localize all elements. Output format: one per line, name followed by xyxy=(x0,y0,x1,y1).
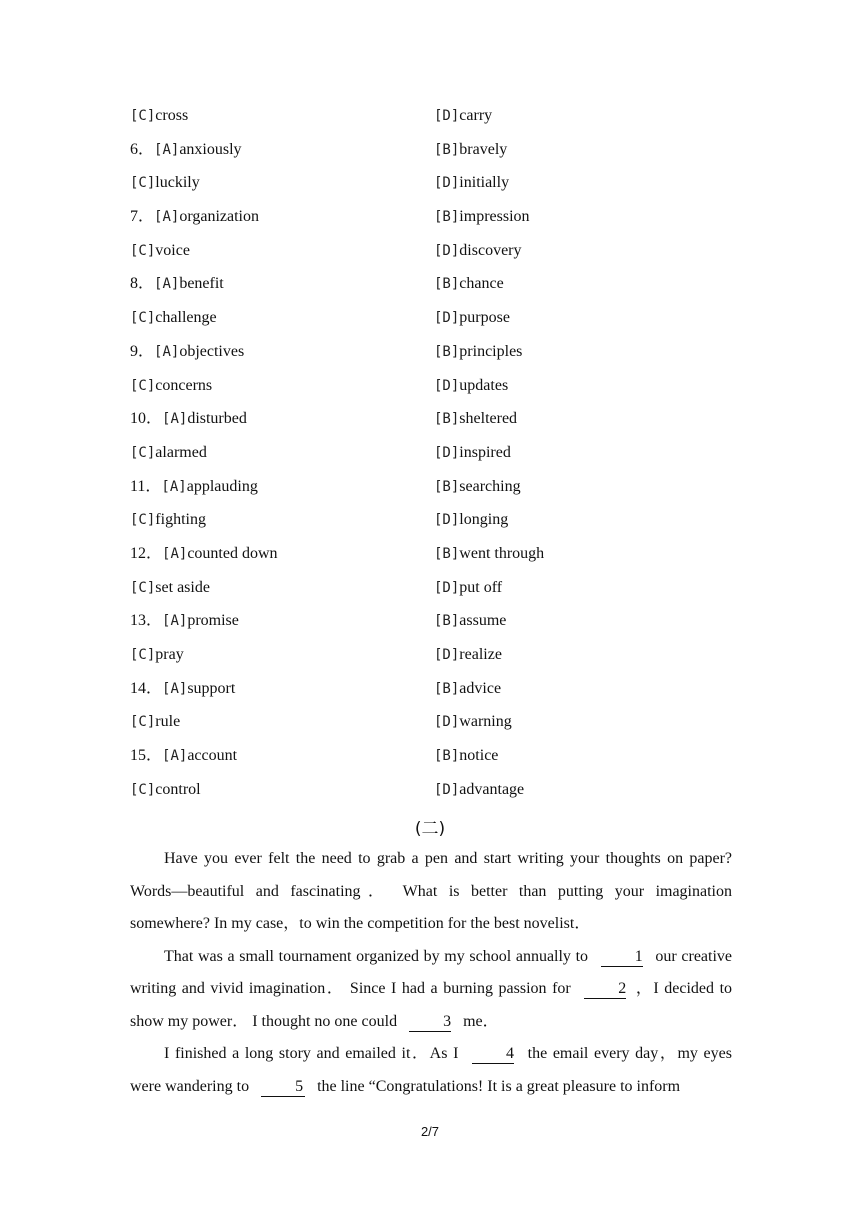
option-letter: [B] xyxy=(434,545,460,562)
option-word: cross xyxy=(155,107,189,124)
option-letter: [C] xyxy=(130,512,156,529)
option-letter: [C] xyxy=(130,310,156,327)
option-word: put off xyxy=(459,578,503,596)
option-left xyxy=(130,475,258,499)
option-row xyxy=(130,340,740,374)
option-letter: [B] xyxy=(434,411,460,428)
option-left xyxy=(130,340,244,364)
option-word: account xyxy=(187,747,238,765)
option-right xyxy=(434,475,521,499)
option-letter: [A] xyxy=(162,411,188,428)
question-number: 13． xyxy=(130,612,163,630)
option-word: promise xyxy=(187,612,239,630)
passage-text: me． xyxy=(463,1012,499,1030)
question-number: 8． xyxy=(130,275,155,293)
option-right xyxy=(434,778,524,802)
option-word: initially xyxy=(459,174,510,192)
option-row xyxy=(130,306,740,340)
passage-paragraph-1: Have you ever felt the need to grab a pen and start writing your thoughts on paper? Words—beautiful and fascinating． What is better than putting your imagination somewhere? In my case，to win the competition for the best novelist． xyxy=(130,850,732,932)
option-letter: [C] xyxy=(130,781,156,798)
passage-text: the email every day，my eyes were wandering to xyxy=(130,1045,732,1095)
option-word: set aside xyxy=(155,578,210,596)
option-letter: [C] xyxy=(130,242,156,259)
option-right xyxy=(434,407,517,431)
option-left xyxy=(130,542,278,566)
option-right xyxy=(434,744,498,768)
option-right xyxy=(434,104,492,128)
option-letter: [D] xyxy=(434,377,460,394)
option-word: warning xyxy=(459,713,512,731)
option-letter: [A] xyxy=(162,613,188,630)
option-letter: [D] xyxy=(434,647,460,663)
option-letter: [A] xyxy=(162,545,188,562)
option-word: control xyxy=(155,780,201,798)
option-right xyxy=(434,710,512,734)
option-left xyxy=(130,508,206,532)
option-left xyxy=(130,677,235,701)
option-row xyxy=(130,643,740,677)
option-word: counted down xyxy=(187,544,278,562)
question-number: 14． xyxy=(130,679,163,697)
option-right xyxy=(434,542,544,566)
option-letter: [C] xyxy=(130,444,156,461)
option-left xyxy=(130,171,200,195)
option-left xyxy=(130,441,207,465)
option-left xyxy=(130,239,190,263)
option-word: concerns xyxy=(155,376,213,394)
option-row xyxy=(130,576,740,610)
question-number: 15． xyxy=(130,747,163,765)
option-word: notice xyxy=(459,747,499,765)
option-right xyxy=(434,239,522,263)
section-title: (二) xyxy=(414,819,446,839)
option-word: searching xyxy=(459,477,521,495)
blank-1: 1 xyxy=(601,948,643,967)
option-row xyxy=(130,272,740,306)
option-letter: [B] xyxy=(434,748,460,765)
option-left xyxy=(130,744,237,768)
option-word: discovery xyxy=(459,241,522,259)
option-row xyxy=(130,542,740,576)
option-right xyxy=(434,576,502,600)
option-row xyxy=(130,441,740,475)
option-left xyxy=(130,138,242,162)
blank-3: 3 xyxy=(409,1013,451,1032)
passage-paragraph-2 xyxy=(130,941,732,1039)
option-right xyxy=(434,306,510,330)
option-word: updates xyxy=(459,376,509,394)
option-letter: [A] xyxy=(162,680,188,697)
option-left xyxy=(130,609,239,633)
reading-passage xyxy=(130,843,732,1103)
option-word: purpose xyxy=(459,309,510,327)
option-right xyxy=(434,441,511,465)
option-row xyxy=(130,508,740,542)
option-word: rule xyxy=(155,713,181,731)
option-letter: [B] xyxy=(434,276,460,293)
passage-text: our creative writing and vivid imagination． Since I had a burning passion for xyxy=(130,947,733,997)
question-number: 7． xyxy=(130,208,155,226)
option-right xyxy=(434,643,502,667)
option-word: bravely xyxy=(459,140,508,158)
blank-4: 4 xyxy=(472,1045,514,1064)
option-letter: [B] xyxy=(434,141,460,158)
option-left xyxy=(130,576,210,600)
option-word: advantage xyxy=(459,780,525,798)
option-letter: [A] xyxy=(162,748,188,765)
option-word: objectives xyxy=(179,342,245,360)
passage-paragraph-3 xyxy=(130,1038,732,1103)
option-right xyxy=(434,374,508,398)
option-word: anxiously xyxy=(179,140,242,158)
option-word: sheltered xyxy=(459,410,518,428)
option-row xyxy=(130,677,740,711)
page-number: 2/7 xyxy=(420,1124,440,1139)
option-word: organization xyxy=(179,208,259,226)
option-left xyxy=(130,104,188,128)
option-right xyxy=(434,508,508,532)
option-row xyxy=(130,104,740,138)
option-letter: [D] xyxy=(434,781,460,798)
option-word: went through xyxy=(459,544,545,562)
option-right xyxy=(434,609,506,633)
option-word: disturbed xyxy=(187,410,247,428)
option-word: carry xyxy=(459,107,493,124)
passage-text: I finished a long story and emailed it．As I xyxy=(164,1045,459,1062)
option-letter: [D] xyxy=(434,175,460,192)
option-letter: [D] xyxy=(434,444,460,461)
question-number: 9． xyxy=(130,342,155,360)
answer-options xyxy=(130,104,740,811)
option-left xyxy=(130,407,247,431)
option-word: applauding xyxy=(186,477,258,495)
option-letter: [B] xyxy=(434,680,460,697)
option-left xyxy=(130,374,212,398)
option-letter: [C] xyxy=(130,579,156,596)
option-word: luckily xyxy=(155,174,200,192)
option-letter: [B] xyxy=(434,343,460,360)
option-row xyxy=(130,171,740,205)
option-letter: [B] xyxy=(434,478,460,495)
option-letter: [C] xyxy=(130,108,156,124)
option-letter: [D] xyxy=(434,512,460,529)
option-letter: [D] xyxy=(434,579,460,596)
option-word: chance xyxy=(459,275,504,293)
question-number: 6． xyxy=(130,140,155,158)
option-left xyxy=(130,778,201,802)
option-word: alarmed xyxy=(155,443,207,461)
question-number: 11． xyxy=(130,477,162,495)
option-left xyxy=(130,710,180,734)
option-letter: [D] xyxy=(434,108,460,124)
option-word: assume xyxy=(459,612,507,630)
option-letter: [D] xyxy=(434,310,460,327)
question-number: 12． xyxy=(130,544,163,562)
option-word: inspired xyxy=(459,443,511,461)
option-row xyxy=(130,609,740,643)
option-row xyxy=(130,475,740,509)
option-row xyxy=(130,407,740,441)
option-left xyxy=(130,306,217,330)
option-word: pray xyxy=(155,646,184,663)
passage-text: the line “Congratulations! It is a great pleasure to inform xyxy=(317,1077,681,1095)
question-number: 10． xyxy=(130,410,163,428)
option-row xyxy=(130,744,740,778)
option-letter: [A] xyxy=(154,209,180,226)
option-letter: [B] xyxy=(434,209,460,226)
option-right xyxy=(434,171,509,195)
option-row xyxy=(130,778,740,812)
option-letter: [C] xyxy=(130,647,156,663)
option-letter: [D] xyxy=(434,714,460,731)
option-word: fighting xyxy=(155,511,206,529)
option-letter: [A] xyxy=(154,276,180,293)
option-letter: [A] xyxy=(154,141,180,158)
option-letter: [C] xyxy=(130,175,156,192)
option-word: principles xyxy=(459,342,523,360)
option-row xyxy=(130,205,740,239)
option-word: benefit xyxy=(179,275,224,293)
option-right xyxy=(434,272,504,296)
option-word: impression xyxy=(459,208,530,226)
option-row xyxy=(130,374,740,408)
option-right xyxy=(434,340,522,364)
option-row xyxy=(130,710,740,744)
option-word: realize xyxy=(459,646,502,663)
option-row xyxy=(130,138,740,172)
blank-5: 5 xyxy=(261,1078,305,1097)
option-row xyxy=(130,239,740,273)
option-left xyxy=(130,272,224,296)
option-right xyxy=(434,138,507,162)
option-word: advice xyxy=(459,679,502,697)
option-right xyxy=(434,677,501,701)
option-left xyxy=(130,643,184,667)
option-letter: [A] xyxy=(161,478,187,495)
passage-text: That was a small tournament organized by my school annually to xyxy=(164,947,589,965)
blank-2: 2 xyxy=(584,980,626,999)
option-left xyxy=(130,205,259,229)
option-letter: [C] xyxy=(130,714,156,731)
option-letter: [B] xyxy=(434,613,460,630)
option-word: voice xyxy=(155,241,190,259)
option-word: support xyxy=(187,679,236,697)
passage-text: ，I decided to show my power． I thought no one could xyxy=(130,980,733,1030)
option-letter: [A] xyxy=(154,343,180,360)
option-letter: [C] xyxy=(130,377,156,394)
option-right xyxy=(434,205,530,229)
option-word: challenge xyxy=(155,309,217,327)
option-word: longing xyxy=(459,511,509,529)
option-letter: [D] xyxy=(434,242,460,259)
